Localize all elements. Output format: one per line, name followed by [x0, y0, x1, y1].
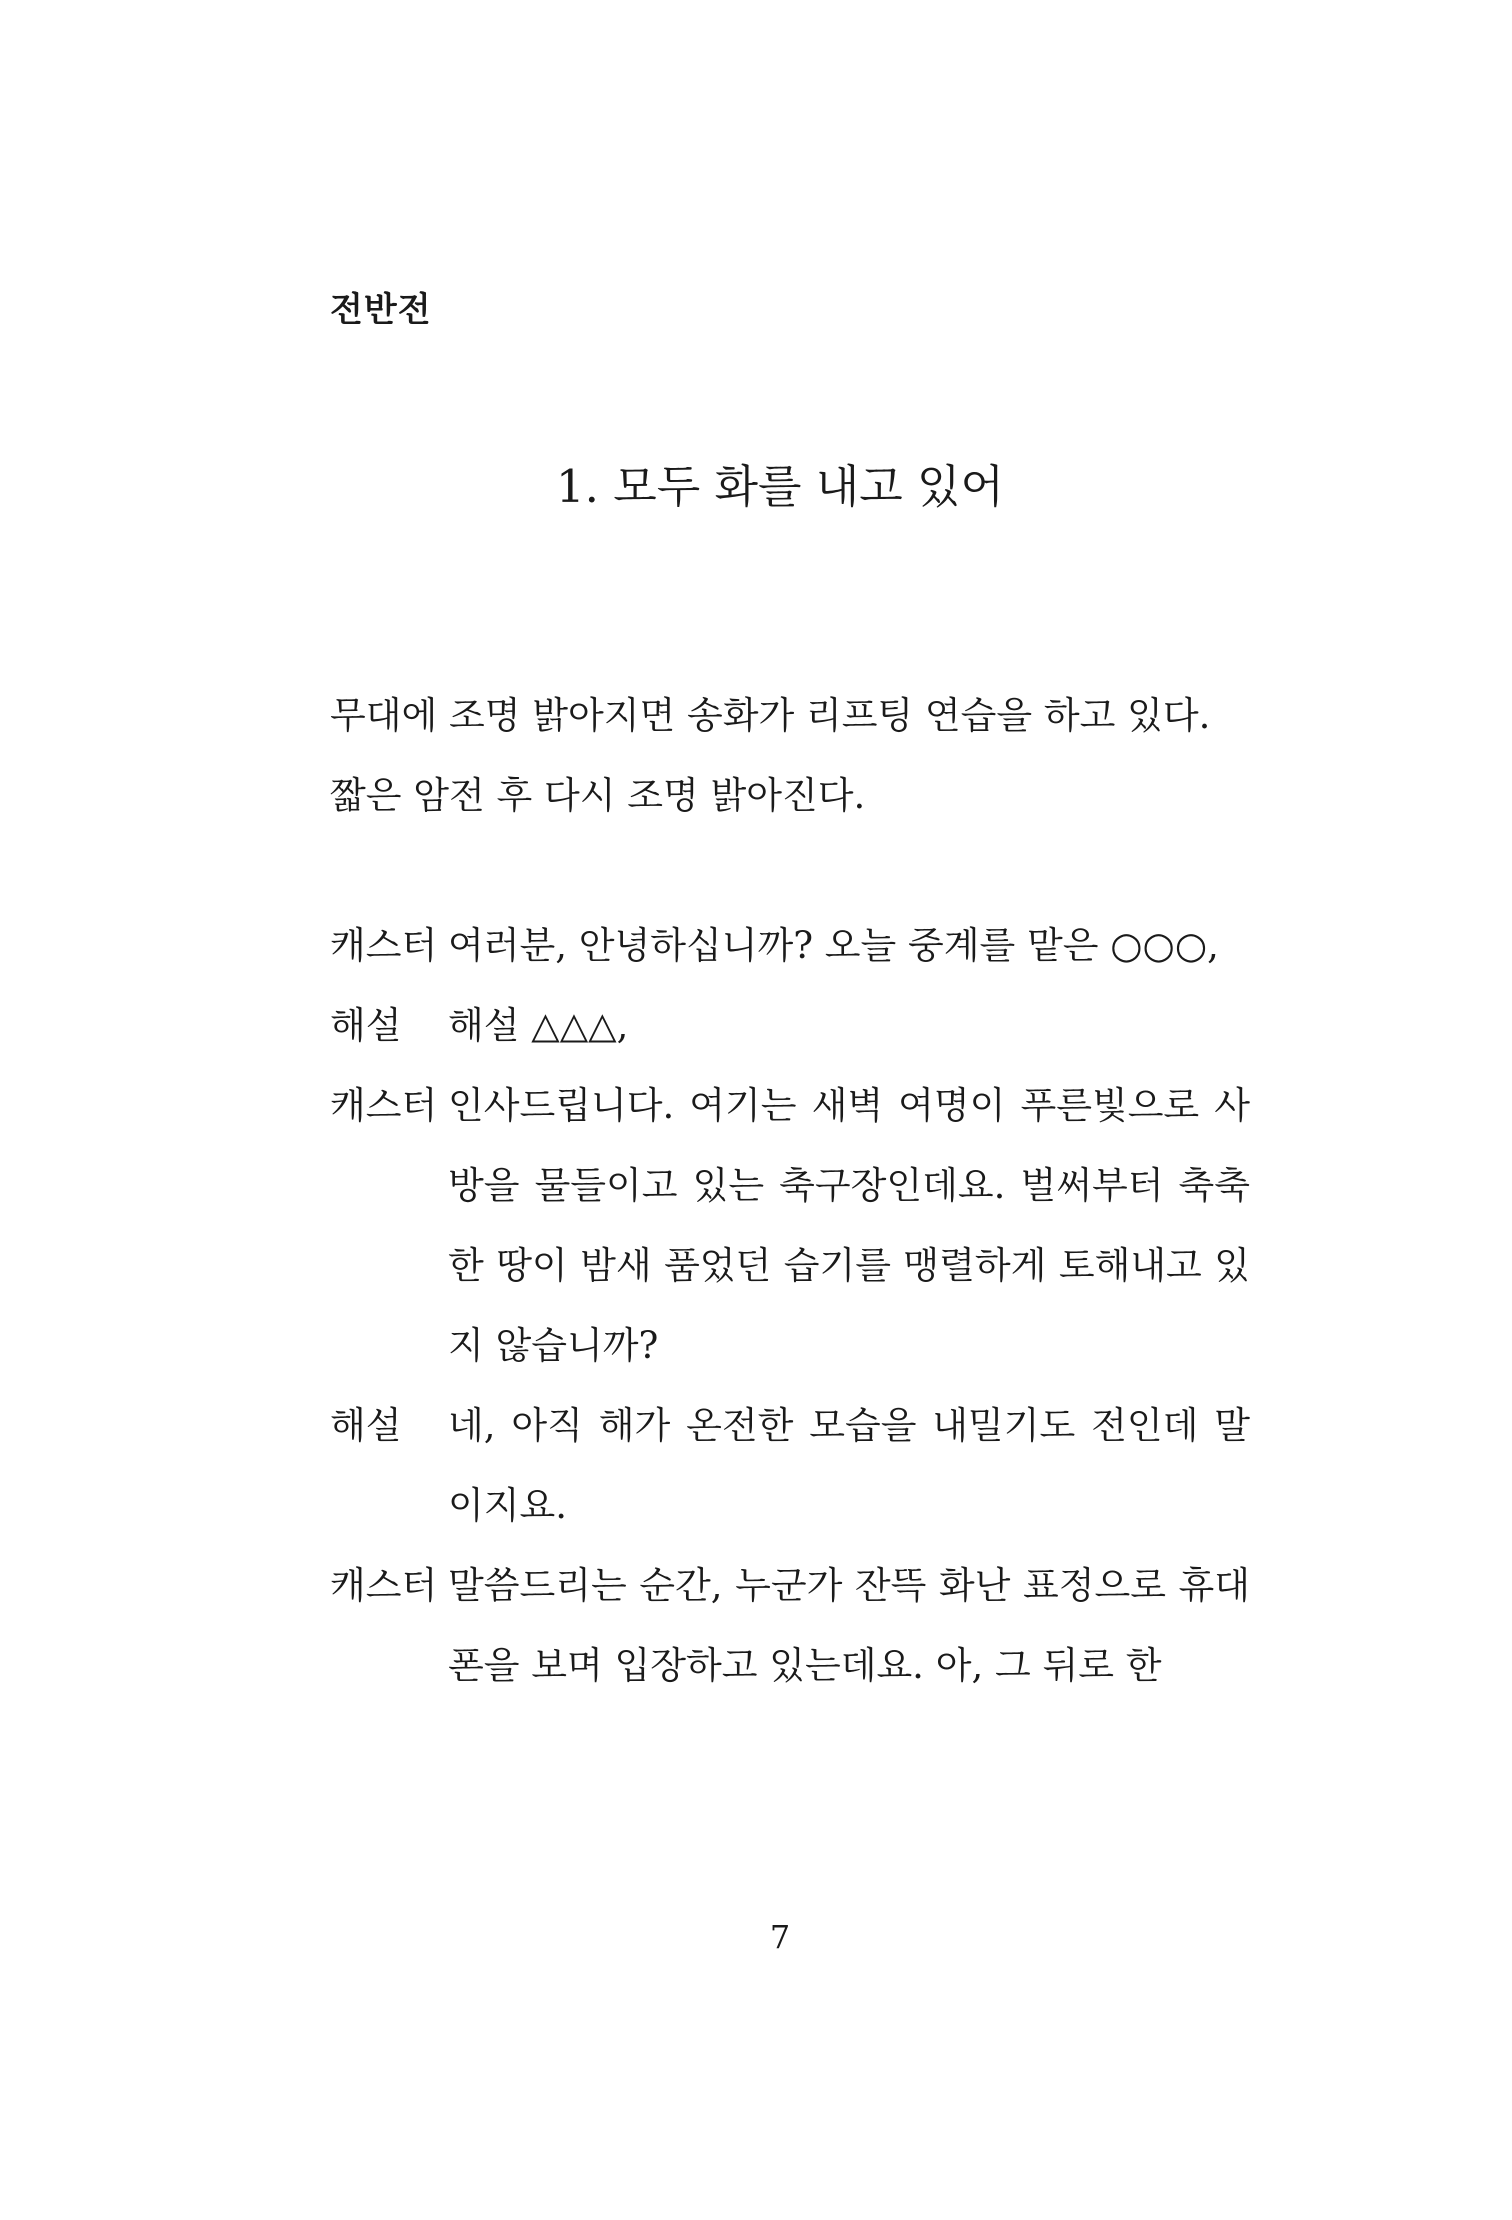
stage-direction-line: 짧은 암전 후 다시 조명 밝아진다. — [330, 774, 866, 817]
stage-direction-line: 무대에 조명 밝아지면 송화가 리프팅 연습을 하고 있다. — [330, 694, 1211, 737]
dialogue-line — [330, 1546, 1250, 1706]
speech-text: 해설 △△△, — [448, 1004, 629, 1047]
speech-text: 여러분, 안녕하십니까? 오늘 중계를 맡은 ○○○, — [448, 924, 1219, 967]
speech-text: 네, 아직 해가 온전한 모습을 내밀기도 전인데 말이지요. — [448, 1404, 1250, 1527]
speech-text: 인사드립니다. 여기는 새벽 여명이 푸른빛으로 사방을 물들이고 있는 축구장인데요. 벌써부터 축축한 땅이 밤새 품었던 습기를 맹렬하게 토해내고 있지 않습니까? — [448, 1084, 1250, 1367]
speaker-name: 해설 — [330, 1004, 402, 1047]
dialogue-line — [330, 986, 1250, 1066]
part-header: 전반전 — [330, 290, 432, 330]
chapter-title: 1. 모두 화를 내고 있어 — [556, 460, 1004, 513]
dialogue-line — [330, 1386, 1250, 1546]
dialogue-line — [330, 906, 1250, 986]
speaker-name: 해설 — [330, 1404, 402, 1447]
dialogue — [330, 906, 1250, 1706]
speaker-name: 캐스터 — [330, 1084, 438, 1127]
page-number: 7 — [769, 1918, 791, 1956]
speech-text: 말씀드리는 순간, 누군가 잔뜩 화난 표정으로 휴대폰을 보며 입장하고 있는데요. 아, 그 뒤로 한 — [448, 1564, 1250, 1687]
speaker-name: 캐스터 — [330, 1564, 438, 1607]
dialogue-line — [330, 1066, 1250, 1386]
stage-direction — [330, 676, 1250, 836]
speaker-name: 캐스터 — [330, 924, 438, 967]
